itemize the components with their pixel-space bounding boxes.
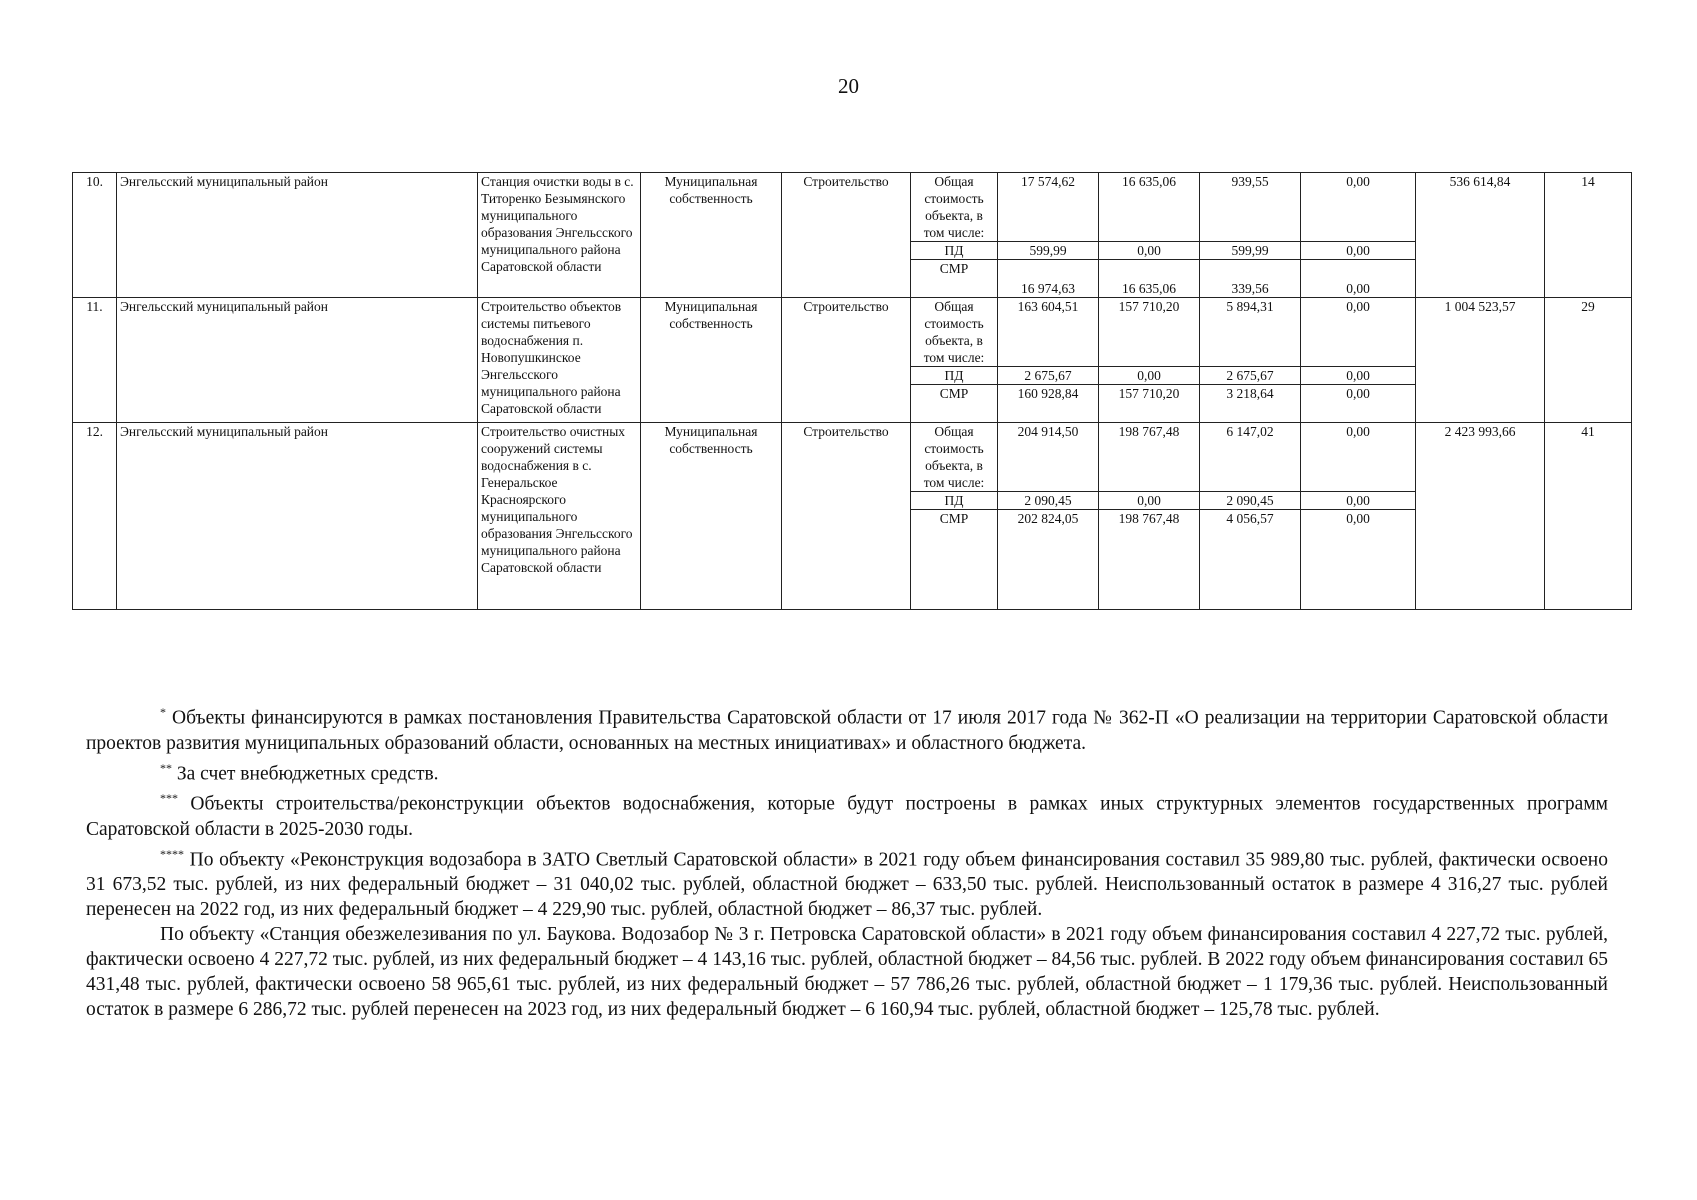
objects-table (72, 172, 1632, 610)
footnote-text: По объекту «Реконструкция водозабора в ЗАТО Светлый Саратовской области» в 2021 году объем финансирования составил 35 989,80 тыс. рублей, фактически освоено 31 673,52 тыс. рублей, из них федеральный бюджет – 31 040,02 тыс. рублей, областной бюджет – 633,50 тыс. рублей. Неиспользованный остаток в размере 4 316,27 тыс. рублей перенесен на 2022 год, из них федеральный бюджет – 4 229,90 тыс. рублей, областной бюджет – 86,37 тыс. рублей. (86, 849, 1608, 920)
district-cell: Энгельсский муниципальный район (117, 298, 478, 423)
total-value: 157 710,20 (1099, 298, 1200, 367)
footnote-mark: **** (160, 846, 184, 861)
work-type-cell: Строительство (782, 423, 911, 610)
total-value: 0,00 (1301, 173, 1416, 242)
total-value: 0,00 (1301, 423, 1416, 492)
pd-value: 2 090,45 (1200, 492, 1301, 510)
ownership-cell: Муниципальная собственность (641, 173, 782, 298)
smr-label: СМР (911, 510, 998, 610)
smr-value: 198 767,48 (1099, 510, 1200, 610)
footnote-mark: *** (160, 791, 178, 805)
row-number: 12. (73, 423, 117, 610)
pd-value: 599,99 (1200, 242, 1301, 260)
row-number: 11. (73, 298, 117, 423)
footnote-text: Объекты финансируются в рамках постановления Правительства Саратовской области от 17 июля 2017 года № 362-П «О реализации на территории Саратовской области проектов развития муниципальных образований области, основанных на местных инициативах» и областного бюджета. (86, 707, 1609, 754)
footnote (86, 700, 1608, 756)
total-value: 939,55 (1200, 173, 1301, 242)
total-value: 198 767,48 (1099, 423, 1200, 492)
pd-value: 0,00 (1301, 242, 1416, 260)
total-value: 163 604,51 (998, 298, 1099, 367)
smr-value: 4 056,57 (1200, 510, 1301, 610)
footnote-text: Объекты строительства/реконструкции объектов водоснабжения, которые будут построены в рамках иных структурных элементов государственных программ Саратовской области в 2025-2030 годы. (86, 793, 1608, 840)
pd-value: 0,00 (1301, 367, 1416, 385)
smr-value: 16 974,63 (998, 260, 1099, 298)
total-value: 6 147,02 (1200, 423, 1301, 492)
amount-cell: 2 423 993,66 (1416, 423, 1545, 610)
total-label: Общая стоимость объекта, в том числе: (911, 423, 998, 492)
table-row (73, 173, 1632, 242)
smr-label: СМР (911, 385, 998, 423)
pd-value: 2 675,67 (998, 367, 1099, 385)
footnotes (86, 700, 1608, 1022)
smr-value: 157 710,20 (1099, 385, 1200, 423)
total-value: 0,00 (1301, 298, 1416, 367)
table-row (73, 298, 1632, 367)
ownership-cell: Муниципальная собственность (641, 423, 782, 610)
smr-value: 202 824,05 (998, 510, 1099, 610)
table-row (73, 423, 1632, 492)
footnote-mark: * (160, 705, 166, 719)
page-number: 20 (838, 74, 859, 98)
district-cell: Энгельсский муниципальный район (117, 173, 478, 298)
pd-value: 2 090,45 (998, 492, 1099, 510)
total-value: 16 635,06 (1099, 173, 1200, 242)
smr-label: СМР (911, 260, 998, 298)
pd-value: 0,00 (1099, 242, 1200, 260)
amount-cell: 1 004 523,57 (1416, 298, 1545, 423)
footnote (86, 842, 1608, 923)
work-type-cell: Строительство (782, 298, 911, 423)
object-cell: Станция очистки воды в с. Титоренко Безымянского муниципального образования Энгельсского муниципального района Саратовской области (478, 173, 641, 298)
smr-value: 339,56 (1200, 260, 1301, 298)
footnote (86, 756, 1608, 787)
smr-value: 0,00 (1301, 385, 1416, 423)
total-value: 204 914,50 (998, 423, 1099, 492)
footnote (86, 786, 1608, 842)
district-cell: Энгельсский муниципальный район (117, 423, 478, 610)
ownership-cell: Муниципальная собственность (641, 298, 782, 423)
object-cell: Строительство объектов системы питьевого водоснабжения п. Новопушкинское Энгельсского муниципального района Саратовской области (478, 298, 641, 423)
count-cell: 29 (1545, 298, 1632, 423)
smr-value: 0,00 (1301, 260, 1416, 298)
smr-value: 160 928,84 (998, 385, 1099, 423)
footnote (86, 922, 1608, 1022)
row-number: 10. (73, 173, 117, 298)
object-cell: Строительство очистных сооружений системы водоснабжения в с. Генеральское Красноярского муниципального образования Энгельсского муниципального района Саратовской области (478, 423, 641, 610)
amount-cell: 536 614,84 (1416, 173, 1545, 298)
footnote-mark: ** (160, 760, 172, 775)
pd-value: 0,00 (1301, 492, 1416, 510)
count-cell: 14 (1545, 173, 1632, 298)
count-cell: 41 (1545, 423, 1632, 610)
pd-value: 2 675,67 (1200, 367, 1301, 385)
smr-value: 0,00 (1301, 510, 1416, 610)
total-value: 5 894,31 (1200, 298, 1301, 367)
footnote-text: За счет внебюджетных средств. (176, 763, 439, 784)
work-type-cell: Строительство (782, 173, 911, 298)
pd-value: 0,00 (1099, 367, 1200, 385)
smr-value: 16 635,06 (1099, 260, 1200, 298)
total-label: Общая стоимость объекта, в том числе: (911, 173, 998, 242)
total-value: 17 574,62 (998, 173, 1099, 242)
total-label: Общая стоимость объекта, в том числе: (911, 298, 998, 367)
footnote-text: По объекту «Станция обезжелезивания по ул. Баукова. Водозабор № 3 г. Петровска Саратовской области» в 2021 году объем финансирования составил 4 227,72 тыс. рублей, фактически освоено 4 227,72 тыс. рублей, из них федеральный бюджет – 4 143,16 тыс. рублей, областной бюджет – 84,56 тыс. рублей. В 2022 году объем финансирования составил 65 431,48 тыс. рублей, фактически освоено 58 965,61 тыс. рублей, из них федеральный бюджет – 57 786,26 тыс. рублей, областной бюджет – 1 179,36 тыс. рублей. Неиспользованный остаток в размере 6 286,72 тыс. рублей перенесен на 2023 год, из них федеральный бюджет – 6 160,94 тыс. рублей, областной бюджет – 125,78 тыс. рублей. (86, 924, 1608, 1020)
pd-label: ПД (911, 367, 998, 385)
smr-value: 3 218,64 (1200, 385, 1301, 423)
pd-label: ПД (911, 242, 998, 260)
pd-value: 0,00 (1099, 492, 1200, 510)
pd-label: ПД (911, 492, 998, 510)
pd-value: 599,99 (998, 242, 1099, 260)
